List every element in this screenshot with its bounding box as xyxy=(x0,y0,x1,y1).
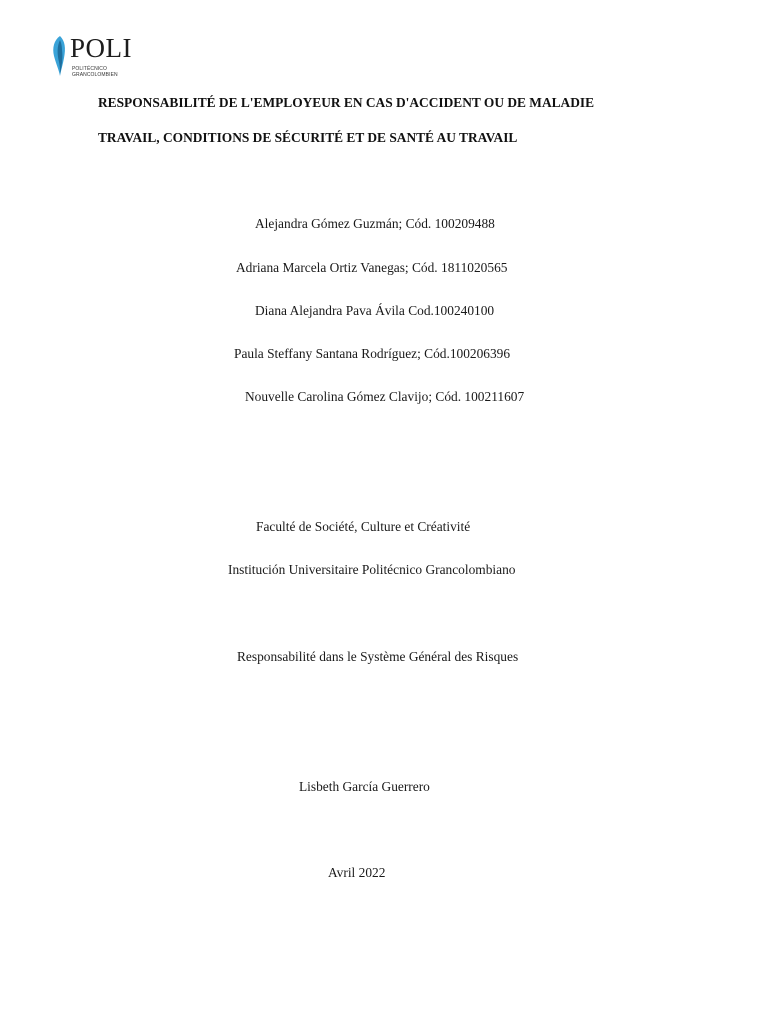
poli-logo-subtitle-1: POLITÉCNICO xyxy=(72,66,107,72)
poli-logo-mark-icon xyxy=(50,34,72,78)
poli-logo-subtitle-2: GRANCOLOMBIEN xyxy=(72,72,118,78)
institution: Institución Universitaire Politécnico Grancolombiano xyxy=(228,562,516,577)
author-2: Adriana Marcela Ortiz Vanegas; Cód. 1811020565 xyxy=(236,260,508,275)
poli-logo xyxy=(50,32,140,82)
author-1: Alejandra Gómez Guzmán; Cód. 100209488 xyxy=(255,216,495,231)
course-name: Responsabilité dans le Système Général des Risques xyxy=(237,649,519,664)
author-3: Diana Alejandra Pava Ávila Cod.100240100 xyxy=(255,303,495,318)
author-5: Nouvelle Carolina Gómez Clavijo; Cód. 100211607 xyxy=(245,389,525,404)
author-4: Paula Steffany Santana Rodríguez; Cód.100206396 xyxy=(234,346,511,361)
document-title-line-2: TRAVAIL, CONDITIONS DE SÉCURITÉ ET DE SANTÉ AU TRAVAIL xyxy=(98,130,518,145)
poli-logo-wordmark: POLI xyxy=(70,33,132,63)
teacher-name: Lisbeth García Guerrero xyxy=(299,779,430,794)
document-title-line-1: RESPONSABILITÉ DE L'EMPLOYEUR EN CAS D'ACCIDENT OU DE MALADIE xyxy=(98,95,595,110)
faculty: Faculté de Société, Culture et Créativité xyxy=(256,519,471,534)
document-date: Avril 2022 xyxy=(328,865,386,880)
